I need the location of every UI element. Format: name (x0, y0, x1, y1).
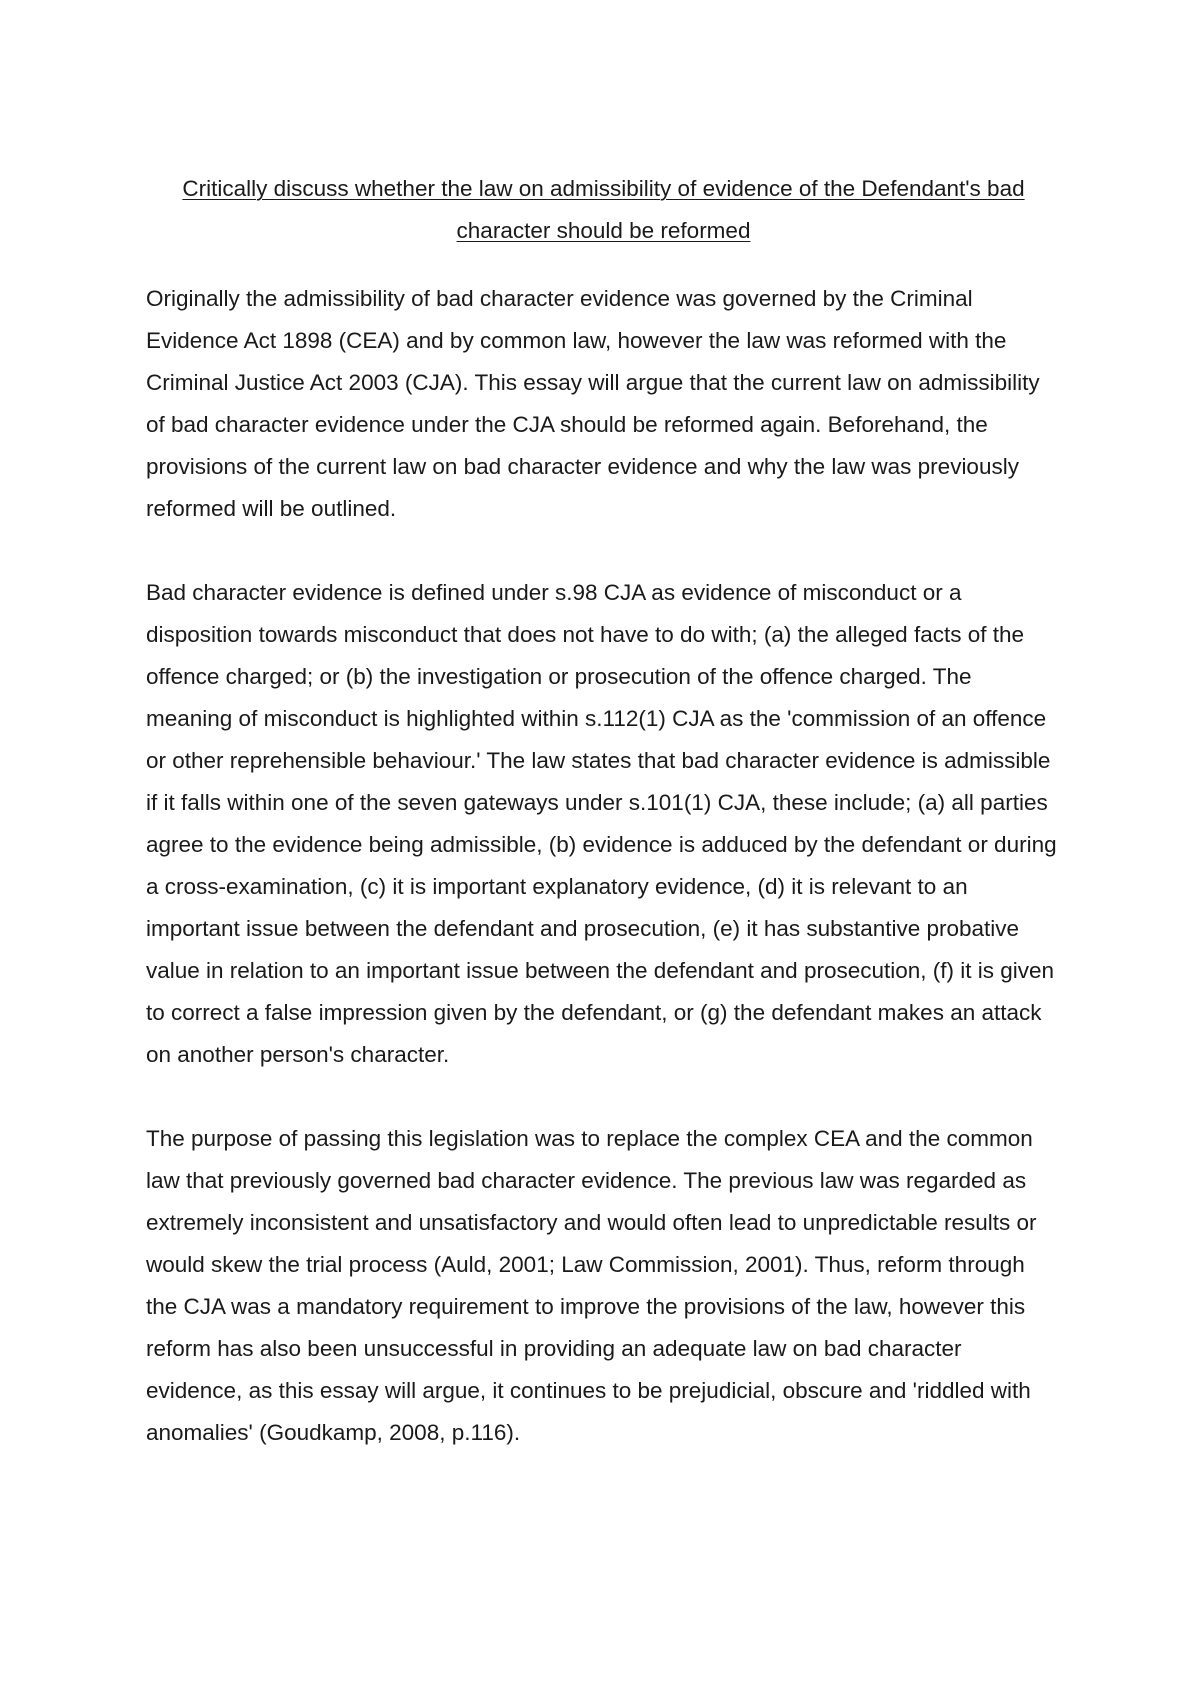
document-body (146, 168, 1061, 1454)
paragraph-purpose: The purpose of passing this legislation was to replace the complex CEA and the common law that previously governed bad character evidence. The previous law was regarded as extremely inconsistent and unsatisfactory and would often lead to unpredictable results or would skew the trial process (Auld, 2001; Law Commission, 2001). Thus, reform through the CJA was a mandatory requirement to improve the provisions of the law, however this reform has also been unsuccessful in providing an adequate law on bad character evidence, as this essay will argue, it continues to be prejudicial, obscure and 'riddled with anomalies' (Goudkamp, 2008, p.116). (146, 1126, 1037, 1445)
essay-title: Critically discuss whether the law on admissibility of evidence of the Defendant's bad character should be reformed (182, 176, 1025, 243)
paragraph-definition: Bad character evidence is defined under s.98 CJA as evidence of misconduct or a disposition towards misconduct that does not have to do with; (a) the alleged facts of the offence charged; or (b) the investigation or prosecution of the offence charged. The meaning of misconduct is highlighted within s.112(1) CJA as the 'commission of an offence or other reprehensible behaviour.' The law states that bad character evidence is admissible if it falls within one of the seven gateways under s.101(1) CJA, these include; (a) all parties agree to the evidence being admissible, (b) evidence is adduced by the defendant or during a cross-examination, (c) it is important explanatory evidence, (d) it is relevant to an important issue between the defendant and prosecution, (e) it has substantive probative value in relation to an important issue between the defendant and prosecution, (f) it is given to correct a false impression given by the defendant, or (g) the defendant makes an attack on another person's character. (146, 580, 1057, 1067)
paragraph-introduction: Originally the admissibility of bad character evidence was governed by the Criminal Evidence Act 1898 (CEA) and by common law, however the law was reformed with the Criminal Justice Act 2003 (CJA). This essay will argue that the current law on admissibility of bad character evidence under the CJA should be reformed again. Beforehand, the provisions of the current law on bad character evidence and why the law was previously reformed will be outlined. (146, 286, 1040, 521)
